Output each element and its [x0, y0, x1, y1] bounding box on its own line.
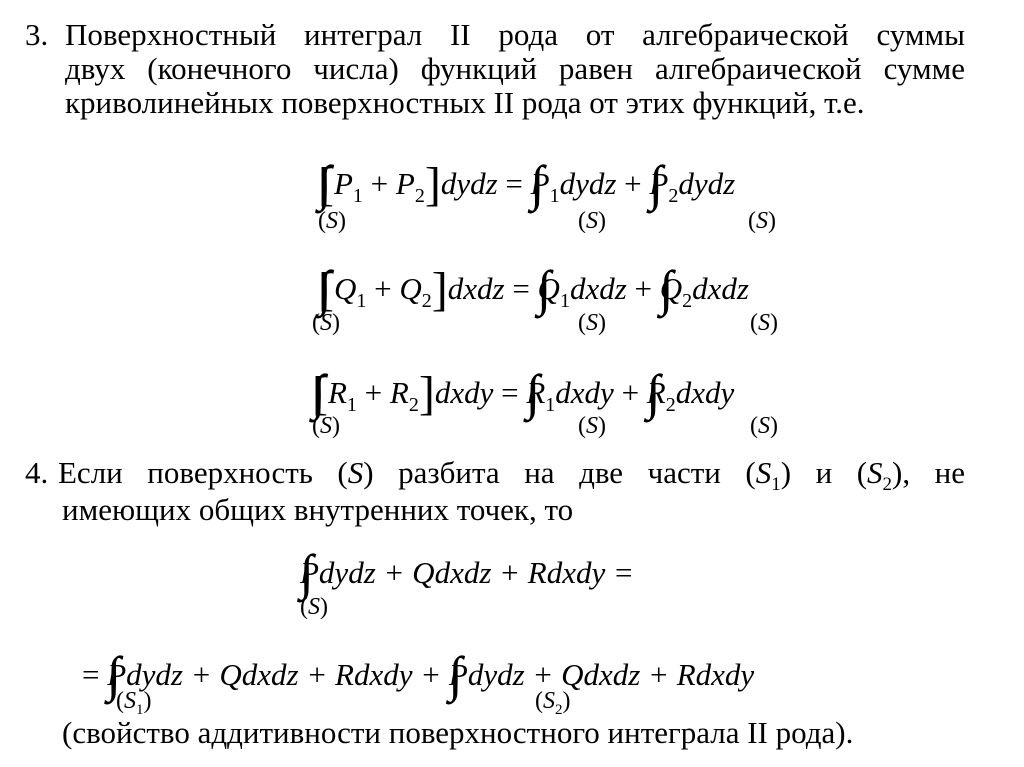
formula-3: [$R_1$ + $R_2]dxdy$ = $R_1dxdy$ + $R_2dxdy$	[312, 367, 735, 420]
formula-1: [$P_1$ + $P_2]dydz$ = $P_1dydz$ + $P_2dydz$	[318, 158, 736, 211]
domain-label: (S)	[750, 413, 778, 439]
formula-2: [$Q_1$ + $Q_2]dxdz$ = $Q_1dxdz$ + $Q_2dxdz$	[318, 263, 749, 316]
domain-label: (S)	[750, 310, 778, 336]
formula-5: = Pdydz + Qdxdz + Rdxdy + Pdydz + Qdxdz + Rdxdy	[82, 657, 755, 692]
domain-label: (S)	[578, 208, 606, 234]
domain-label: (S)	[312, 413, 340, 439]
domain-label: (S)	[318, 208, 346, 234]
property-3-line-2: двух (конечного числа) функций равен алгебраической сумме	[65, 51, 965, 86]
domain-label-s2: $(S_2)$	[535, 688, 571, 718]
property-3-number: 3.	[25, 17, 49, 52]
formula-4: Pdydz + Qdxdz + Rdxdy =	[300, 555, 634, 590]
domain-label: (S)	[578, 310, 606, 336]
domain-label: (S)	[748, 208, 776, 234]
domain-label: (S)	[300, 594, 328, 620]
property-4-number: 4.	[25, 455, 49, 490]
property-3-line-1: Поверхностный интеграл II рода от алгебраической суммы	[65, 17, 965, 52]
conclusion-text: (свойство аддитивности поверхностного интеграла II рода).	[62, 715, 854, 750]
domain-label: (S)	[312, 310, 340, 336]
property-4-line-2: имеющих общих внутренних точек, то	[62, 492, 574, 527]
property-3-line-3: криволинейных поверхностных II рода от этих функций, т.е.	[65, 85, 865, 120]
domain-label: (S)	[578, 413, 606, 439]
domain-label-s1: $(S_1)$	[116, 688, 152, 718]
property-4-line-1: Если поверхность (S) разбита на две части $(S_1)$ и $(S_2)$, не	[58, 455, 965, 496]
